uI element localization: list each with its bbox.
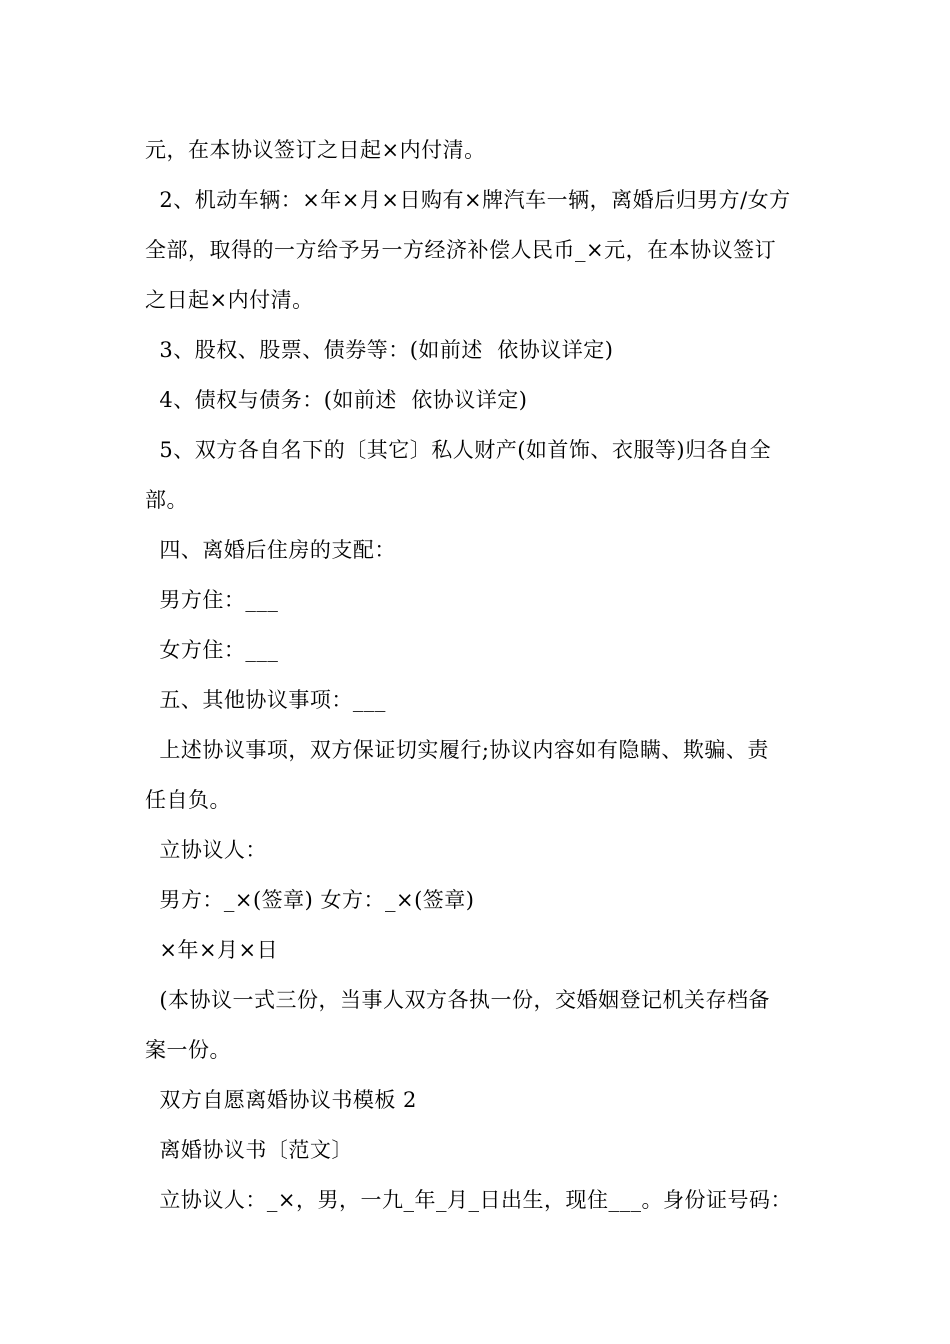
- text-line: 之日起×内付清。: [145, 288, 314, 312]
- text-line: 男方住：___: [145, 588, 279, 612]
- text-line: 案一份。: [145, 1038, 231, 1062]
- document-title: 离婚协议书〔范文〕: [145, 1138, 353, 1162]
- text-line: 女方住：___: [145, 638, 279, 662]
- text-line: 上述协议事项，双方保证切实履行;协议内容如有隐瞒、欺骗、责: [145, 738, 769, 762]
- text-line: 部。: [145, 488, 188, 512]
- text-line: 3、股权、股票、债券等：(如前述 依协议详定): [145, 338, 614, 362]
- text-line: 元，在本协议签订之日起×内付清。: [145, 138, 486, 162]
- text-line: 任自负。: [145, 788, 231, 812]
- text-line: 立协议人：: [145, 838, 267, 862]
- section-heading: 五、其他协议事项：___: [145, 688, 386, 712]
- text-line: 5、双方各自名下的〔其它〕私人财产(如首饰、衣服等)归各自全: [145, 438, 772, 462]
- text-line: 4、债权与债务：(如前述 依协议详定): [145, 388, 528, 412]
- signature-line: 男方：_×(签章) 女方：_×(签章): [145, 888, 475, 912]
- text-line: 立协议人：_×，男，一九_年_月_日出生，现住___。身份证号码：: [145, 1188, 792, 1212]
- text-line: 2、机动车辆：×年×月×日购有×牌汽车一辆，离婚后归男方/女方: [145, 188, 791, 212]
- section-heading: 四、离婚后住房的支配：: [145, 538, 396, 562]
- template-title: 双方自愿离婚协议书模板 2: [145, 1088, 417, 1112]
- date-line: ×年×月×日: [145, 938, 279, 962]
- text-line: (本协议一式三份，当事人双方各执一份，交婚姻登记机关存档备: [145, 988, 771, 1012]
- text-line: 全部，取得的一方给予另一方经济补偿人民币_×元，在本协议签订: [145, 238, 777, 262]
